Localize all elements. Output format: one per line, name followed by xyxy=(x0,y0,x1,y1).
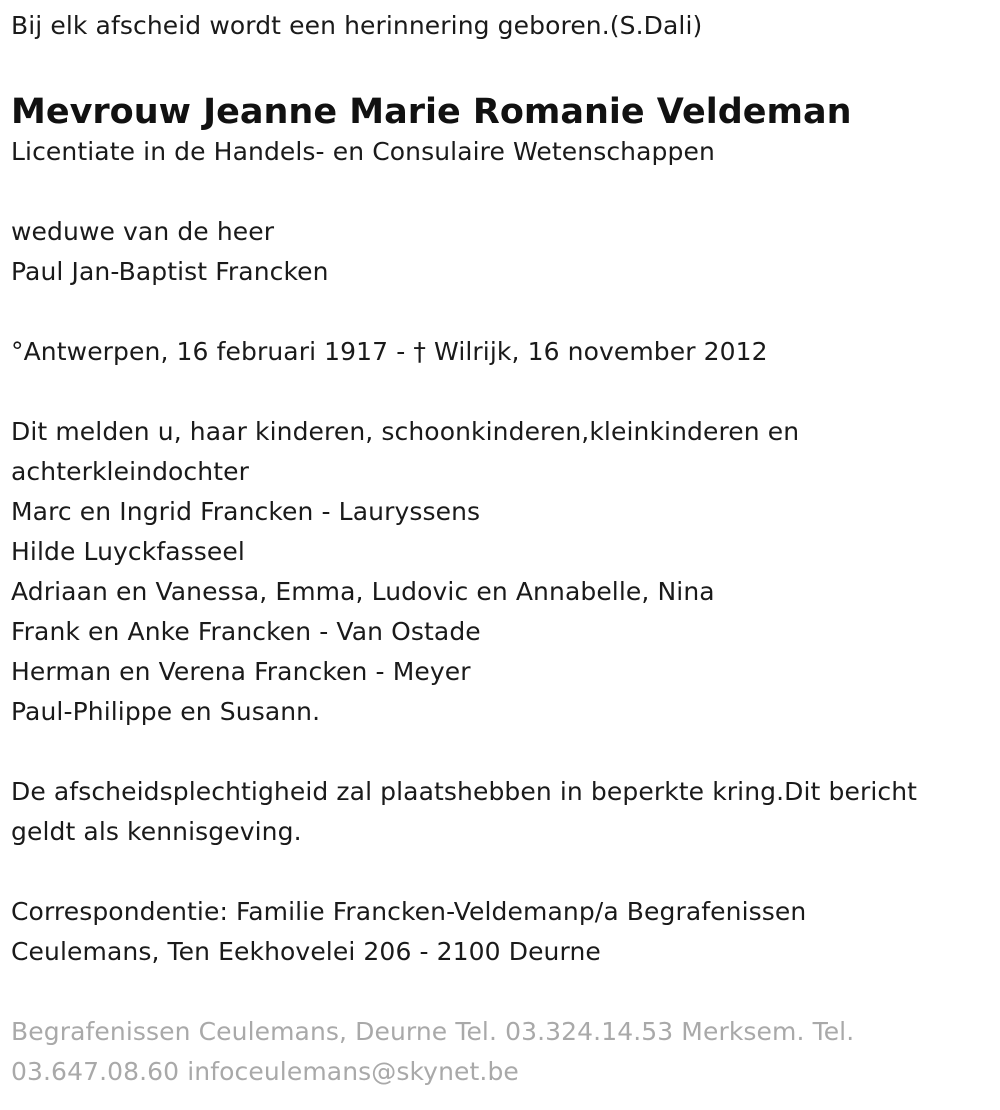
footer-contact-line2: 03.647.08.60 infoceulemans@skynet.be xyxy=(11,1057,519,1086)
correspondence-line1: Correspondentie: Familie Francken-Veldemanp/a Begrafenissen xyxy=(11,897,807,926)
death-info: Wilrijk, 16 november 2012 xyxy=(426,337,768,366)
ceremony-line1: De afscheidsplechtigheid zal plaatshebben in beperkte kring.Dit bericht xyxy=(11,777,918,806)
footer-contact-line1: Begrafenissen Ceulemans, Deurne Tel. 03.324.14.53 Merksem. Tel. xyxy=(11,1017,855,1046)
obituary-notice xyxy=(11,0,986,1092)
family-member: Frank en Anke Francken - Van Ostade xyxy=(11,617,481,646)
spacer xyxy=(11,172,986,212)
cross-icon: † xyxy=(413,337,427,366)
family-member: Herman en Verena Francken - Meyer xyxy=(11,657,471,686)
quote: Bij elk afscheid wordt een herinnering geboren.(S.Dali) xyxy=(11,11,703,40)
spouse-name: Paul Jan-Baptist Francken xyxy=(11,257,329,286)
spacer xyxy=(11,732,986,772)
spacer xyxy=(11,972,986,1012)
announcement-intro-line1: Dit melden u, haar kinderen, schoonkinderen,kleinkinderen en xyxy=(11,417,800,446)
announcement-intro-line2: achterkleindochter xyxy=(11,457,249,486)
family-member: Paul-Philippe en Susann. xyxy=(11,697,321,726)
family-member: Adriaan en Vanessa, Emma, Ludovic en Annabelle, Nina xyxy=(11,577,715,606)
deceased-title: Licentiate in de Handels- en Consulaire Wetenschappen xyxy=(11,137,715,166)
life-dates xyxy=(11,332,986,372)
family-member: Hilde Luyckfasseel xyxy=(11,537,245,566)
spacer xyxy=(11,372,986,412)
deceased-name: Mevrouw Jeanne Marie Romanie Veldeman xyxy=(11,92,852,132)
ceremony-line2: geldt als kennisgeving. xyxy=(11,817,302,846)
birth-info: °Antwerpen, 16 februari 1917 - xyxy=(11,337,414,366)
correspondence-line2: Ceulemans, Ten Eekhovelei 206 - 2100 Deurne xyxy=(11,937,601,966)
spacer xyxy=(11,292,986,332)
spacer xyxy=(11,852,986,892)
spouse-intro: weduwe van de heer xyxy=(11,217,275,246)
family-member: Marc en Ingrid Francken - Lauryssens xyxy=(11,497,481,526)
